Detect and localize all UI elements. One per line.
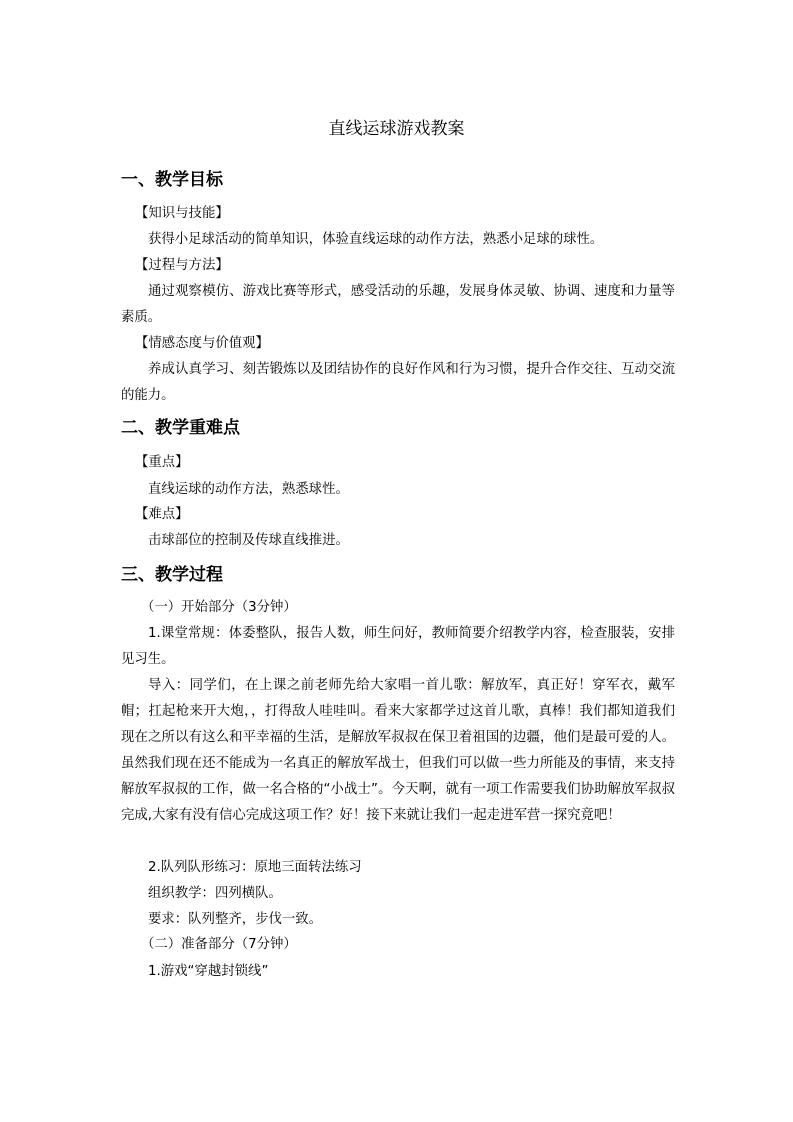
heading-objectives: 一、教学目标	[121, 170, 223, 190]
label-difficult: 【难点】	[135, 507, 189, 522]
part1-title: （一）开始部分（3分钟）	[141, 600, 297, 615]
text-emotion: 养成认真学习、刻苦锻炼以及团结协作的良好作风和行为习惯，提升合作交往、互动交流的能力。	[121, 362, 675, 403]
text-knowledge: 获得小足球活动的简单知识，体验直线运球的动作方法，熟悉小足球的球性。	[148, 232, 604, 247]
text-process-method: 通过观察模仿、游戏比赛等形式，感受活动的乐趣，发展身体灵敏、协调、速度和力量等素质。	[121, 284, 675, 325]
text-routine: 1.课堂常规：体委整队，报告人数，师生问好，教师简要介绍教学内容，检查服装，安排见习生。	[121, 626, 675, 667]
part2-title: （二）准备部分（7分钟）	[141, 937, 297, 952]
text-key: 直线运球的动作方法，熟悉球性。	[148, 482, 349, 497]
label-emotion: 【情感态度与价值观】	[135, 336, 269, 351]
text-organization: 组织教学：四列横队。	[148, 886, 282, 901]
text-game: 1.游戏“穿越封锁线”	[148, 964, 269, 979]
heading-keypoints: 二、教学重难点	[121, 418, 240, 438]
label-key: 【重点】	[135, 455, 189, 470]
text-requirement: 要求：队列整齐，步伐一致。	[148, 912, 323, 927]
heading-process: 三、教学过程	[121, 565, 223, 585]
text-difficult: 击球部位的控制及传球直线推进。	[148, 533, 349, 548]
text-drill: 2.队列队形练习：原地三面转法练习	[148, 860, 362, 875]
text-intro: 导入：同学们，在上课之前老师先给大家唱一首儿歌：解放军，真正好！穿军衣，戴军帽；扛起枪来开大炮，，打得敌人哇哇叫。看来大家都学过这首儿歌，真棒！我们都知道我们现在之所以有这么和平幸福的生活，是解放军叔叔在保卫着祖国的边疆，他们是最可爱的人。虽然我们现在还不能成为一名真正的解放军战士，但我们可以做一些力所能及的事情，来支持解放军叔叔的工作，做一名合格的“小战士”。今天啊，就有一项工作需要我们协助解放军叔叔完成,大家有没有信心完成这项工作？好！接下来就让我们一起走进军营一探究竟吧！	[121, 678, 675, 823]
label-process-method: 【过程与方法】	[135, 258, 229, 273]
label-knowledge: 【知识与技能】	[135, 206, 229, 221]
document-title: 直线运球游戏教案	[328, 119, 465, 139]
